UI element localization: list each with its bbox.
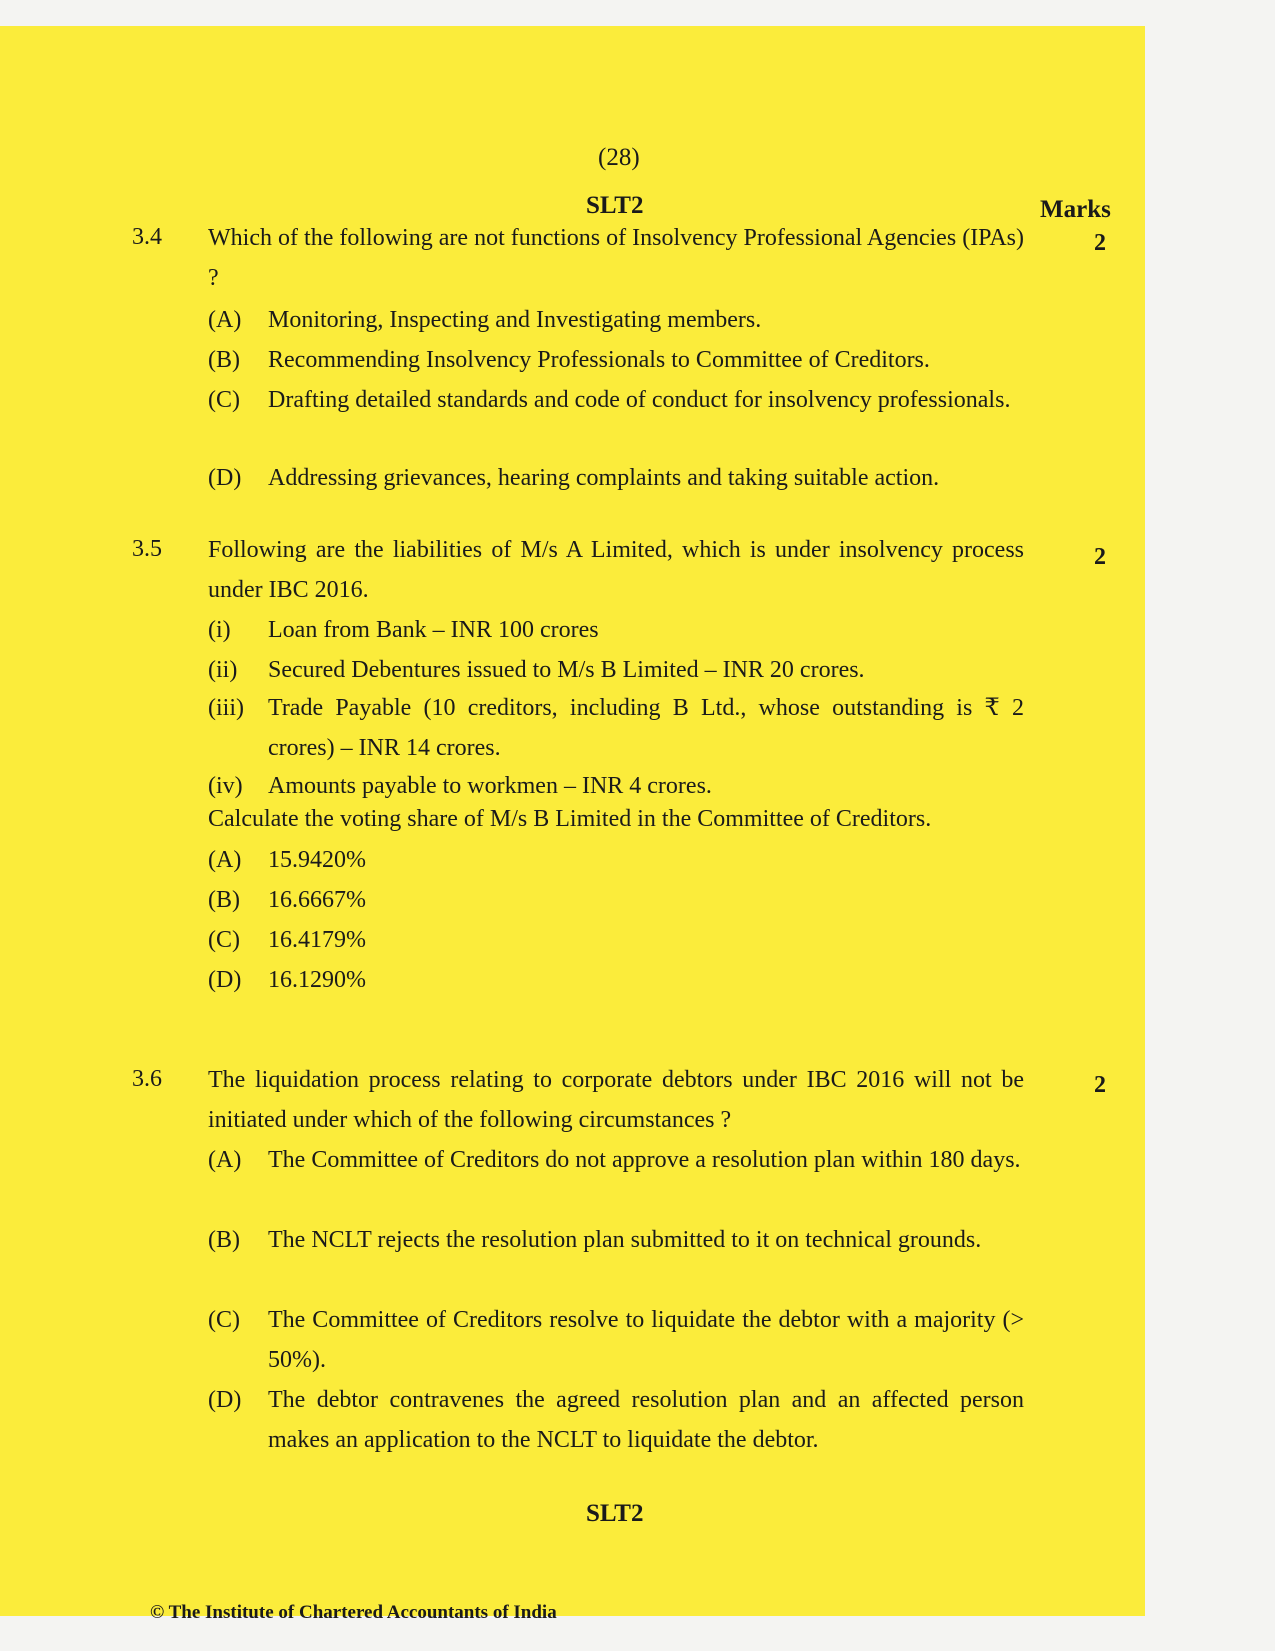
option-text: Drafting detailed standards and code of conduct for insolvency professionals. [268,387,1011,413]
option-b [208,1220,1024,1260]
option-label: (C) [208,387,240,413]
question-marks: 2 [1094,230,1106,256]
option-text: 16.1290% [268,967,366,993]
option-text: 16.6667% [268,887,366,913]
calculation-question: Calculate the voting share of M/s B Limited in the Committee of Creditors. [208,806,932,832]
option-a [208,840,1024,880]
paper-code-footer: SLT2 [586,1500,644,1527]
liability-item-i [208,610,1024,650]
item-text: Trade Payable (10 creditors, including B Ltd., whose outstanding is ₹ 2 crores) – INR 14 crores. [268,695,1024,761]
option-label: (C) [208,1307,240,1333]
item-text: Secured Debentures issued to M/s B Limited – INR 20 crores. [268,657,865,683]
option-label: (B) [208,887,240,913]
option-b [208,880,1024,920]
option-text: The NCLT rejects the resolution plan submitted to it on technical grounds. [268,1227,982,1253]
liability-item-ii [208,650,1024,690]
marks-column-heading: Marks [1040,196,1111,223]
question-number: 3.6 [132,1066,162,1092]
option-label: (C) [208,927,240,953]
option-d [208,960,1024,1000]
option-label: (A) [208,1147,242,1173]
item-label: (ii) [208,657,238,683]
paper-code-header: SLT2 [586,192,644,219]
option-text: Addressing grievances, hearing complaints and taking suitable action. [268,465,940,491]
option-a [208,1140,1024,1180]
option-text: The Committee of Creditors do not approve a resolution plan within 180 days. [268,1147,1021,1173]
option-text: 16.4179% [268,927,366,953]
option-c [208,1300,1024,1380]
question-stem: The liquidation process relating to corporate debtors under IBC 2016 will not be initiated under which of the following circumstances ? [208,1067,1024,1133]
copyright-notice: © The Institute of Chartered Accountants of India [150,1602,557,1623]
page-number: (28) [598,144,640,171]
question-marks: 2 [1094,544,1106,570]
option-text: The debtor contravenes the agreed resolution plan and an affected person makes an application to the NCLT to liquidate the debtor. [268,1387,1024,1453]
option-b [208,340,1024,380]
option-label: (D) [208,465,242,491]
option-label: (D) [208,967,242,993]
liability-item-iii [208,688,1024,768]
question-number: 3.5 [132,536,162,562]
option-label: (D) [208,1387,242,1413]
option-d [208,1380,1024,1460]
question-stem: Which of the following are not functions of Insolvency Professional Agencies (IPAs) ? [208,225,1024,291]
question-stem: Following are the liabilities of M/s A Limited, which is under insolvency process under IBC 2016. [208,537,1024,603]
option-d [208,458,1024,498]
item-label: (i) [208,617,231,643]
option-label: (B) [208,1227,240,1253]
option-label: (A) [208,307,242,333]
question-number: 3.4 [132,224,162,250]
option-c [208,380,1024,420]
question-marks: 2 [1094,1072,1106,1098]
option-a [208,300,1024,340]
item-label: (iii) [208,695,244,721]
item-text: Loan from Bank – INR 100 crores [268,617,599,643]
item-label: (iv) [208,773,243,799]
option-c [208,920,1024,960]
option-text: The Committee of Creditors resolve to liquidate the debtor with a majority (> 50%). [268,1307,1024,1373]
option-text: Monitoring, Inspecting and Investigating members. [268,307,762,333]
item-text: Amounts payable to workmen – INR 4 crores. [268,773,712,799]
option-text: 15.9420% [268,847,366,873]
liability-item-iv [208,766,1024,806]
option-label: (B) [208,347,240,373]
option-label: (A) [208,847,242,873]
option-text: Recommending Insolvency Professionals to Committee of Creditors. [268,347,930,373]
question-paper-page [0,26,1145,1623]
